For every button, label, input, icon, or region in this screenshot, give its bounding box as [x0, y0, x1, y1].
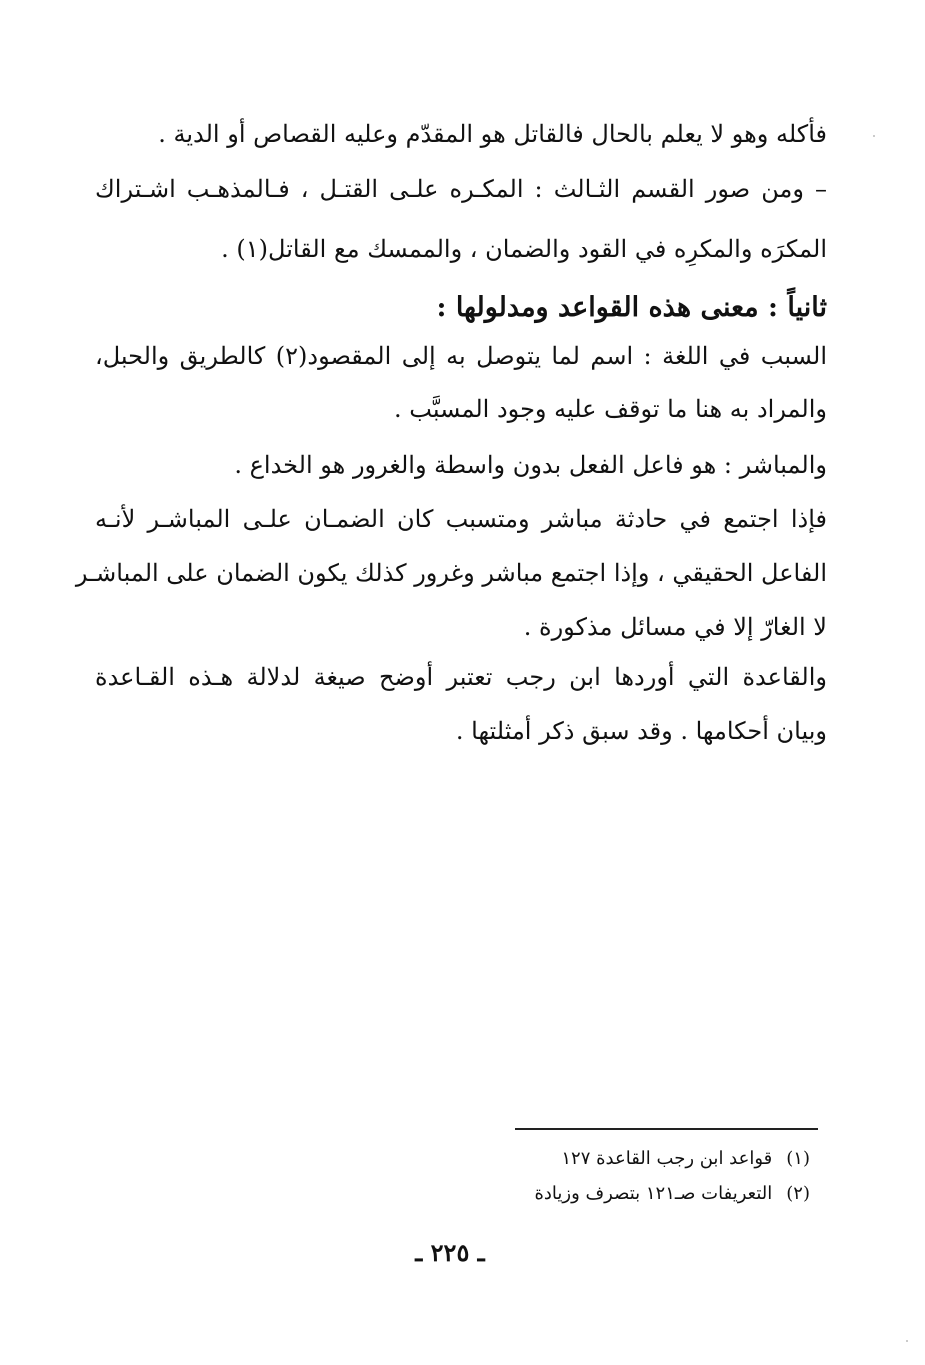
- footnote: [534, 1182, 810, 1206]
- footnote-text: قواعد ابن رجب القاعدة ١٢٧: [561, 1148, 773, 1169]
- footnote-divider: [515, 1128, 818, 1130]
- body-line: السبب في اللغة : اسم لما يتوصل به إلى المقصود(٢) كالطريق والحبل،: [95, 342, 827, 370]
- body-line: الفاعل الحقيقي ، وإذا اجتمع مباشر وغرور كذلك يكون الضمان على المباشـر: [75, 559, 827, 587]
- page-number: ـ ٢٢٥ ـ: [415, 1238, 485, 1267]
- body-line: – ومن صور القسم الثـالث : المكـره علـى القتـل ، فـالمذهـب اشـتراك: [95, 175, 827, 203]
- footnote: [561, 1147, 810, 1171]
- section-heading: ثانياً : معنى هذه القواعد ومدلولها :: [436, 292, 827, 323]
- footnote-number: (٢): [786, 1183, 810, 1204]
- footnote-text: التعريفات صـ١٢١ بتصرف وزيادة: [534, 1183, 773, 1204]
- body-line: فإذا اجتمع في حادثة مباشر ومتسبب كان الضمـان علـى المباشـر لأنـه: [95, 505, 827, 533]
- scan-speck: [873, 135, 875, 137]
- scan-speck: [906, 1340, 908, 1342]
- body-line: والمباشر : هو فاعل الفعل بدون واسطة والغرور هو الخداع .: [234, 451, 827, 479]
- body-line: والمراد به هنا ما توقف عليه وجود المسبَّب .: [394, 395, 827, 423]
- body-line: المكرَه والمكرِه في القود والضمان ، والممسك مع القاتل(١) .: [221, 235, 827, 263]
- body-line: والقاعدة التي أوردها ابن رجب تعتبر أوضح صيغة لدلالة هـذه القـاعدة: [95, 663, 827, 691]
- body-line: وبيان أحكامها . وقد سبق ذكر أمثلتها .: [455, 717, 827, 745]
- footnote-number: (١): [786, 1148, 810, 1169]
- body-line: فأكله وهو لا يعلم بالحال فالقاتل هو المقدّم وعليه القصاص أو الدية .: [158, 120, 827, 148]
- body-line: لا الغارّ إلا في مسائل مذكورة .: [523, 613, 827, 641]
